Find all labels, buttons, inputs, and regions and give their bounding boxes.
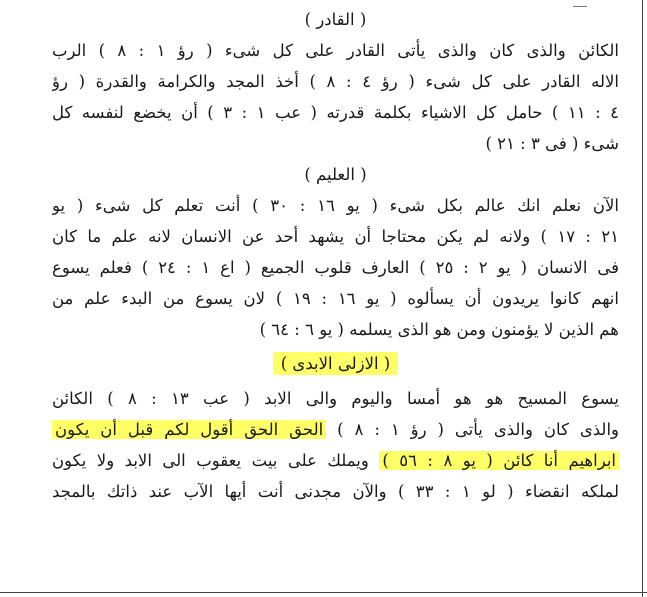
text-line: ٢١ : ١٧ ) ولانه لم يكن محتاجا أن يشهد أحد عن الانسان لانه علم ما كان — [52, 227, 619, 246]
text-line: يسوع المسيح هو هو أمسا واليوم والى الابد ( عب ١٣ : ٨ ) الكائن — [52, 389, 619, 408]
text-line — [52, 414, 619, 445]
highlighted-heading: ( الازلى الابدى ) — [273, 352, 399, 375]
document-body — [52, 4, 619, 507]
text-line: الكائن والذى كان والذى يأتى القادر على كل شىء ( رؤ ١ : ٨ ) الرب — [52, 41, 619, 60]
text-line — [52, 445, 619, 476]
text-line: هم الذين لا يؤمنون ومن هو الذى يسلمه ( يو ٦ : ٦٤ ) — [259, 320, 619, 339]
text-segment: ويملك على بيت يعقوب الى الابد ولا يكون — [52, 451, 369, 470]
page-edge-right — [642, 0, 643, 597]
text-line: شىء ( فى ٣ : ٢١ ) — [485, 134, 619, 153]
highlighted-text: ابراهيم أنا كائن ( يو ٨ : ٥٦ ) — [379, 451, 619, 470]
highlighted-text: الحق الحق أقول لكم قبل أن يكون — [52, 420, 326, 439]
section-heading-label: ( العليم ) — [304, 165, 367, 184]
text-segment: والذى كان والذى يأتى ( رؤ ١ : ٨ ) — [337, 420, 619, 439]
page-edge-bottom — [0, 592, 647, 593]
section-heading-eternal — [52, 345, 619, 383]
text-line: لملكه انقضاء ( لو ١ : ٣٣ ) والآن مجدنى أنت أيها الآب عند ذاتك بالمجد — [52, 482, 619, 501]
section-heading-omniscient — [52, 159, 619, 190]
section-heading-label: ( القادر ) — [304, 10, 367, 29]
text-line: فى الانسان ( يو ٢ : ٢٥ ) العارف قلوب الجميع ( اع ١ : ٢٤ ) فعلم يسوع — [52, 258, 619, 277]
text-line: الاله القادر على كل شىء ( رؤ ٤ : ٨ ) أخذ المجد والكرامة والقدرة ( رؤ — [52, 72, 619, 91]
text-line: ٤ : ١١ ) حامل كل الاشياء بكلمة قدرته ( عب ١ : ٣ ) أن يخضع لنفسه كل — [52, 103, 619, 122]
text-line: انهم كانوا يريدون أن يسألوه ( يو ١٦ : ١٩ ) لان يسوع من البدء علم من — [52, 289, 619, 308]
section-heading-almighty — [52, 4, 619, 35]
text-line: الآن نعلم انك عالم بكل شىء ( يو ١٦ : ٣٠ ) أنت تعلم كل شىء ( يو — [52, 196, 619, 215]
